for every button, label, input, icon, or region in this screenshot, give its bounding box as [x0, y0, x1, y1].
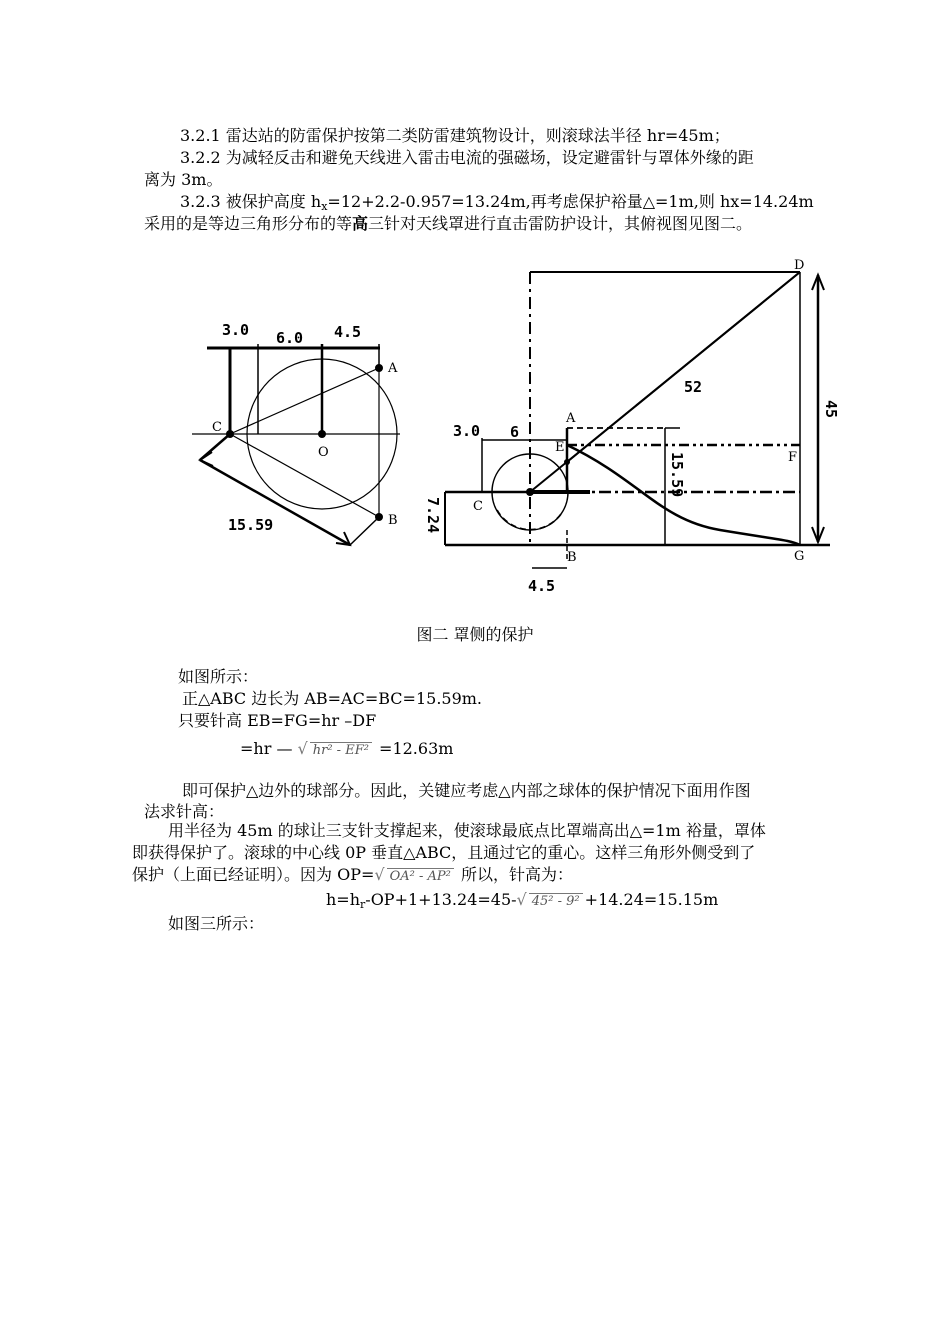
- figure-2: [0, 0, 950, 620]
- left-dim-1559: 15.59: [228, 516, 274, 534]
- para-322-b: 离为 3m。: [144, 170, 223, 189]
- right-point-d: D: [794, 258, 805, 273]
- right-point-e: E: [555, 440, 565, 455]
- left-point-a: A: [388, 361, 398, 376]
- right-point-f: F: [788, 450, 798, 465]
- para-322-a: 3.2.2 为减轻反击和避免天线进入雷击电流的强磁场，设定避雷针与罩体外缘的距: [180, 148, 754, 167]
- left-point-b: B: [388, 513, 398, 528]
- body-l7-suffix: +14.24=15.15m: [584, 890, 719, 909]
- body-l4-suffix: =12.63m: [379, 739, 454, 758]
- body-l6c-prefix: 保护（上面已经证明）。因为 OP=: [132, 865, 375, 884]
- right-side-view: [445, 272, 830, 568]
- body-l6a: 用半径为 45m 的球让三支针支撑起来，使滚球最底点比罩端高出△=1m 裕量，罩体: [168, 821, 766, 840]
- para-323-sub: x: [321, 200, 328, 213]
- left-dim-6: 6.0: [276, 329, 304, 347]
- para-323-suffix: =12+2.2-0.957=13.24m,再考虑保护裕量△=1m,则 hx=14.24m: [327, 192, 814, 211]
- body-l5a: 即可保护△边外的球部分。因此，关键应考虑△内部之球体的保护情况下面用作图: [182, 781, 751, 800]
- figure-caption: 图二 罩侧的保护: [416, 625, 534, 644]
- body-l3: 只要针高 EB=FG=hr –DF: [178, 711, 377, 730]
- body-l4-sqrt: hr² - EF²: [310, 742, 372, 759]
- right-point-g: G: [794, 549, 805, 564]
- body-l5b: 法求针高：: [144, 802, 225, 821]
- body-l6c: [132, 864, 573, 886]
- right-dim-724: 7.24: [424, 497, 442, 534]
- right-dim-45b: 4.5: [528, 577, 556, 595]
- sqrt-sign-icon: √: [516, 890, 527, 909]
- body-l7-sqrt: 45² - 9²: [529, 893, 583, 910]
- body-l8: 如图三所示：: [168, 914, 265, 933]
- right-dim-1559: 15.59: [668, 452, 686, 498]
- left-point-o: O: [318, 445, 329, 460]
- left-dim-3: 3.0: [222, 321, 250, 339]
- para-323-prefix: 3.2.3 被保护高度 h: [180, 192, 322, 211]
- right-point-b: B: [567, 550, 577, 565]
- para-design-c: 三针对天线罩进行直击雷防护设计，其俯视图见图二。: [368, 214, 753, 233]
- para-design-b: 高: [352, 214, 369, 233]
- body-l1: 如图所示：: [178, 667, 259, 686]
- para-321: 3.2.1 雷达站的防雷保护按第二类防雷建筑物设计，则滚球法半径 hr=45m；: [180, 126, 730, 145]
- body-l7-sub: r: [360, 898, 366, 911]
- para-design-a: 采用的是等边三角形分布的等: [144, 214, 353, 233]
- left-plan-view: [192, 344, 400, 545]
- left-points: [226, 364, 383, 521]
- body-l6c-sqrt: OA² - AP²: [387, 868, 454, 885]
- body-l7-mid: -OP+1+13.24=45-: [365, 890, 517, 909]
- body-l4: [240, 738, 453, 760]
- right-dim-52: 52: [684, 378, 703, 396]
- body-l7: [326, 889, 718, 916]
- right-point-a: A: [566, 411, 576, 426]
- body-l7-prefix: h=h: [326, 890, 361, 909]
- sqrt-sign-icon: √: [297, 739, 308, 758]
- right-dim-3: 3.0: [453, 422, 481, 440]
- right-point-c: C: [473, 499, 483, 514]
- left-point-c: C: [212, 420, 222, 435]
- body-l2: 正△ABC 边长为 AB=AC=BC=15.59m.: [182, 689, 483, 708]
- body-l4-prefix: =hr —: [240, 739, 293, 758]
- right-dim-45: 45: [822, 400, 840, 419]
- right-dim-6: 6: [510, 423, 520, 441]
- body-l6b: 即获得保护了。滚球的中心线 0P 垂直△ABC，且通过它的重心。这样三角形外侧受到了: [132, 843, 756, 862]
- left-dim-45: 4.5: [334, 323, 362, 341]
- sqrt-sign-icon: √: [374, 865, 385, 884]
- body-l6c-suffix: 所以，针高为：: [460, 865, 573, 884]
